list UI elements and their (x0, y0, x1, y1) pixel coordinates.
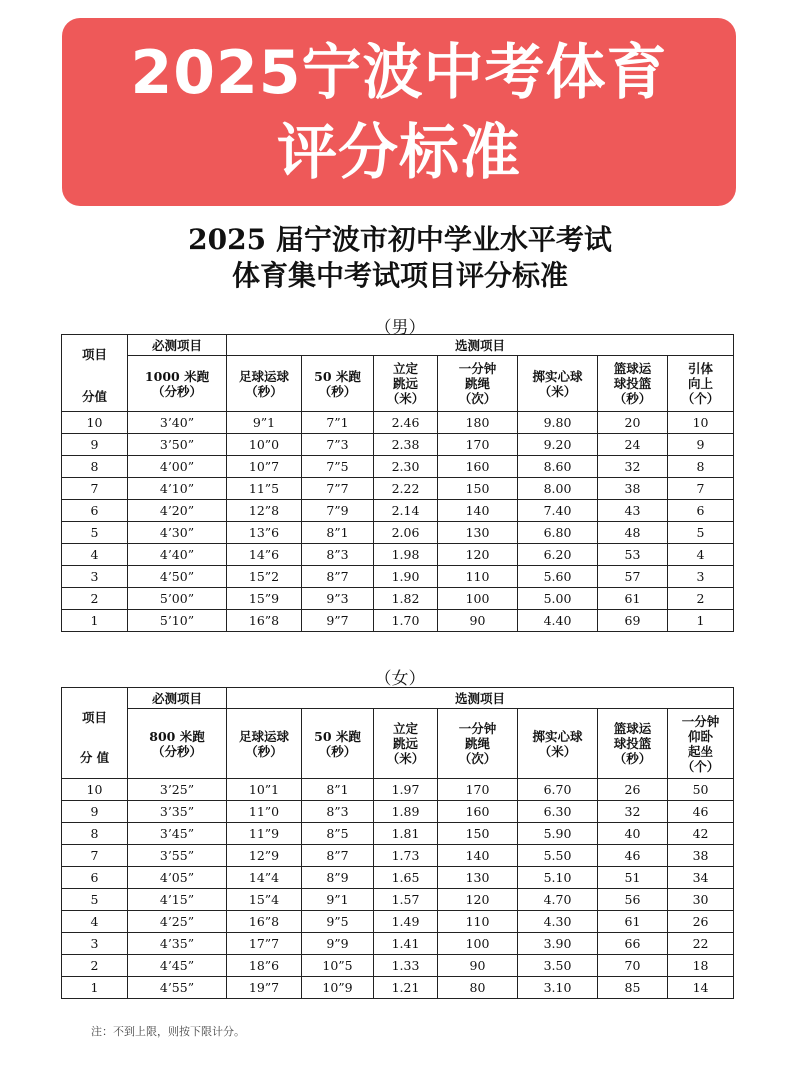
standard-cell: 3’40” (128, 412, 227, 434)
standard-cell: 15”9 (227, 588, 302, 610)
table-row (62, 522, 734, 544)
standard-cell: 110 (438, 911, 518, 933)
standard-cell: 170 (438, 434, 518, 456)
standard-cell: 16”8 (227, 911, 302, 933)
table-row (62, 500, 734, 522)
table-row (62, 889, 734, 911)
standard-cell: 8”9 (302, 867, 374, 889)
standard-cell: 4’45” (128, 955, 227, 977)
table-row (62, 955, 734, 977)
standard-cell: 110 (438, 566, 518, 588)
standard-cell: 38 (598, 478, 668, 500)
column-header: 一分钟 仰卧 起坐 （个） (668, 709, 734, 779)
standard-cell: 26 (598, 779, 668, 801)
score-cell: 6 (62, 867, 128, 889)
standard-cell: 120 (438, 544, 518, 566)
standard-cell: 26 (668, 911, 734, 933)
column-header-row (62, 709, 734, 779)
standard-cell: 66 (598, 933, 668, 955)
standard-cell: 140 (438, 500, 518, 522)
column-header: 引体 向上 （个） (668, 356, 734, 412)
standard-cell: 4’20” (128, 500, 227, 522)
female-score-table (61, 687, 734, 999)
standard-cell: 150 (438, 478, 518, 500)
standard-cell: 1.70 (374, 610, 438, 632)
optional-group-header: 选测项目 (227, 335, 734, 356)
standard-cell: 40 (598, 823, 668, 845)
standard-cell: 85 (598, 977, 668, 999)
standard-cell: 24 (598, 434, 668, 456)
table-row (62, 779, 734, 801)
standard-cell: 8.00 (518, 478, 598, 500)
standard-cell: 5.00 (518, 588, 598, 610)
standard-cell: 42 (668, 823, 734, 845)
standard-cell: 3’45” (128, 823, 227, 845)
corner-bottom-label: 分值 (81, 389, 107, 404)
standard-cell: 90 (438, 955, 518, 977)
standard-cell: 4.70 (518, 889, 598, 911)
standard-cell: 61 (598, 588, 668, 610)
score-cell: 3 (62, 566, 128, 588)
score-cell: 7 (62, 845, 128, 867)
standard-cell: 7.40 (518, 500, 598, 522)
corner-bottom-label: 分 值 (79, 750, 110, 765)
standard-cell: 15”4 (227, 889, 302, 911)
table-row (62, 412, 734, 434)
standard-cell: 4’50” (128, 566, 227, 588)
standard-cell: 4’15” (128, 889, 227, 911)
standard-cell: 5 (668, 522, 734, 544)
standard-cell: 1.82 (374, 588, 438, 610)
standard-cell: 2.06 (374, 522, 438, 544)
score-cell: 1 (62, 610, 128, 632)
standard-cell: 9”5 (302, 911, 374, 933)
standard-cell: 1.49 (374, 911, 438, 933)
standard-cell: 8”7 (302, 566, 374, 588)
standard-cell: 170 (438, 779, 518, 801)
score-cell: 7 (62, 478, 128, 500)
male-score-table (61, 334, 734, 632)
standard-cell: 10”1 (227, 779, 302, 801)
table-row (62, 823, 734, 845)
standard-cell: 160 (438, 801, 518, 823)
table-row (62, 610, 734, 632)
standard-cell: 7”1 (302, 412, 374, 434)
standard-cell: 46 (668, 801, 734, 823)
standard-cell: 56 (598, 889, 668, 911)
standard-cell: 8”1 (302, 779, 374, 801)
standard-cell: 7 (668, 478, 734, 500)
standard-cell: 2 (668, 588, 734, 610)
standard-cell: 8 (668, 456, 734, 478)
standard-cell: 10”5 (302, 955, 374, 977)
column-header: 800 米跑 （分秒） (128, 709, 227, 779)
standard-cell: 1.97 (374, 779, 438, 801)
standard-cell: 20 (598, 412, 668, 434)
standard-cell: 8”5 (302, 823, 374, 845)
standard-cell: 4’30” (128, 522, 227, 544)
table-row (62, 544, 734, 566)
column-header: 篮球运 球投篮 （秒） (598, 709, 668, 779)
standard-cell: 11”0 (227, 801, 302, 823)
standard-cell: 9.80 (518, 412, 598, 434)
column-header-row (62, 356, 734, 412)
standard-cell: 11”9 (227, 823, 302, 845)
score-cell: 9 (62, 801, 128, 823)
standard-cell: 15”2 (227, 566, 302, 588)
column-header: 一分钟 跳绳 （次） (438, 709, 518, 779)
standard-cell: 3.90 (518, 933, 598, 955)
standard-cell: 9”1 (227, 412, 302, 434)
standard-cell: 140 (438, 845, 518, 867)
standard-cell: 53 (598, 544, 668, 566)
score-cell: 2 (62, 955, 128, 977)
standard-cell: 3’25” (128, 779, 227, 801)
standard-cell: 1.65 (374, 867, 438, 889)
female-table-body (62, 779, 734, 999)
standard-cell: 10”0 (227, 434, 302, 456)
standard-cell: 4’05” (128, 867, 227, 889)
male-table-body (62, 412, 734, 632)
score-cell: 1 (62, 977, 128, 999)
standard-cell: 2.30 (374, 456, 438, 478)
standard-cell: 2.38 (374, 434, 438, 456)
standard-cell: 90 (438, 610, 518, 632)
standard-cell: 9”1 (302, 889, 374, 911)
standard-cell: 13”6 (227, 522, 302, 544)
standard-cell: 48 (598, 522, 668, 544)
female-section-label: （女） (374, 669, 426, 689)
score-cell: 10 (62, 779, 128, 801)
standard-cell: 4’55” (128, 977, 227, 999)
standard-cell: 17”7 (227, 933, 302, 955)
table-row (62, 911, 734, 933)
standard-cell: 4’35” (128, 933, 227, 955)
standard-cell: 8”3 (302, 544, 374, 566)
standard-cell: 4.40 (518, 610, 598, 632)
banner-title-line-2: 评分标准 (277, 118, 521, 188)
title-banner (62, 18, 736, 206)
standard-cell: 9.20 (518, 434, 598, 456)
standard-cell: 10”9 (302, 977, 374, 999)
standard-cell: 57 (598, 566, 668, 588)
male-section-label: （男） (374, 318, 426, 338)
standard-cell: 2.46 (374, 412, 438, 434)
standard-cell: 30 (668, 889, 734, 911)
standard-cell: 7”3 (302, 434, 374, 456)
standard-cell: 7”9 (302, 500, 374, 522)
table-row (62, 867, 734, 889)
standard-cell: 1.41 (374, 933, 438, 955)
standard-cell: 4’10” (128, 478, 227, 500)
standard-cell: 100 (438, 588, 518, 610)
standard-cell: 3’50” (128, 434, 227, 456)
corner-header (62, 688, 128, 779)
standard-cell: 4’00” (128, 456, 227, 478)
standard-cell: 14”6 (227, 544, 302, 566)
standard-cell: 6.20 (518, 544, 598, 566)
standard-cell: 80 (438, 977, 518, 999)
standard-cell: 8.60 (518, 456, 598, 478)
standard-cell: 4’25” (128, 911, 227, 933)
table-row (62, 566, 734, 588)
standard-cell: 130 (438, 867, 518, 889)
standard-cell: 11”5 (227, 478, 302, 500)
standard-cell: 51 (598, 867, 668, 889)
standard-cell: 3’55” (128, 845, 227, 867)
score-cell: 2 (62, 588, 128, 610)
standard-cell: 5.90 (518, 823, 598, 845)
score-cell: 6 (62, 500, 128, 522)
standard-cell: 9 (668, 434, 734, 456)
standard-cell: 4 (668, 544, 734, 566)
standard-cell: 1.89 (374, 801, 438, 823)
standard-cell: 9”7 (302, 610, 374, 632)
table-row (62, 478, 734, 500)
column-header: 50 米跑 （秒） (302, 709, 374, 779)
standard-cell: 130 (438, 522, 518, 544)
standard-cell: 18”6 (227, 955, 302, 977)
standard-cell: 6.70 (518, 779, 598, 801)
standard-cell: 1.33 (374, 955, 438, 977)
document-title-line-2: 体育集中考试项目评分标准 (231, 259, 568, 292)
standard-cell: 10 (668, 412, 734, 434)
standard-cell: 5.50 (518, 845, 598, 867)
table-row (62, 434, 734, 456)
standard-cell: 6.30 (518, 801, 598, 823)
score-cell: 4 (62, 544, 128, 566)
column-header: 掷实心球 （米） (518, 709, 598, 779)
standard-cell: 4’40” (128, 544, 227, 566)
document-title-line-1: 2025 届宁波市初中学业水平考试 (188, 223, 612, 256)
column-header: 立定 跳远 （米） (374, 709, 438, 779)
column-header: 1000 米跑 （分秒） (128, 356, 227, 412)
standard-cell: 46 (598, 845, 668, 867)
corner-top-label: 项目 (81, 347, 107, 362)
column-header: 立定 跳远 （米） (374, 356, 438, 412)
column-header: 50 米跑 （秒） (302, 356, 374, 412)
score-cell: 8 (62, 823, 128, 845)
table-row (62, 801, 734, 823)
standard-cell: 8”7 (302, 845, 374, 867)
column-header: 一分钟 跳绳 （次） (438, 356, 518, 412)
score-cell: 4 (62, 911, 128, 933)
standard-cell: 22 (668, 933, 734, 955)
banner-title-line-1: 2025宁波中考体育 (130, 38, 668, 108)
standard-cell: 5.10 (518, 867, 598, 889)
standard-cell: 1.81 (374, 823, 438, 845)
standard-cell: 9”9 (302, 933, 374, 955)
required-group-header: 必测项目 (128, 688, 227, 709)
standard-cell: 8”1 (302, 522, 374, 544)
score-cell: 9 (62, 434, 128, 456)
standard-cell: 10”7 (227, 456, 302, 478)
standard-cell: 180 (438, 412, 518, 434)
standard-cell: 4.30 (518, 911, 598, 933)
table-row (62, 588, 734, 610)
standard-cell: 18 (668, 955, 734, 977)
standard-cell: 5’00” (128, 588, 227, 610)
standard-cell: 61 (598, 911, 668, 933)
standard-cell: 3.10 (518, 977, 598, 999)
standard-cell: 19”7 (227, 977, 302, 999)
standard-cell: 3.50 (518, 955, 598, 977)
standard-cell: 1 (668, 610, 734, 632)
table-row (62, 456, 734, 478)
corner-top-label: 项目 (81, 710, 107, 725)
column-header: 足球运球 （秒） (227, 356, 302, 412)
standard-cell: 34 (668, 867, 734, 889)
standard-cell: 150 (438, 823, 518, 845)
standard-cell: 1.21 (374, 977, 438, 999)
table-row (62, 845, 734, 867)
standard-cell: 43 (598, 500, 668, 522)
score-cell: 8 (62, 456, 128, 478)
score-cell: 5 (62, 889, 128, 911)
standard-cell: 1.90 (374, 566, 438, 588)
standard-cell: 14 (668, 977, 734, 999)
optional-group-header: 选测项目 (227, 688, 734, 709)
standard-cell: 1.73 (374, 845, 438, 867)
standard-cell: 100 (438, 933, 518, 955)
standard-cell: 7”5 (302, 456, 374, 478)
standard-cell: 9”3 (302, 588, 374, 610)
standard-cell: 6.80 (518, 522, 598, 544)
column-header: 掷实心球 （米） (518, 356, 598, 412)
standard-cell: 120 (438, 889, 518, 911)
standard-cell: 70 (598, 955, 668, 977)
table-row (62, 977, 734, 999)
score-cell: 5 (62, 522, 128, 544)
footnote: 注：不到上限，则按下限计分。 (91, 1025, 245, 1038)
table-row (62, 933, 734, 955)
standard-cell: 3’35” (128, 801, 227, 823)
standard-cell: 1.98 (374, 544, 438, 566)
standard-cell: 12”8 (227, 500, 302, 522)
standard-cell: 50 (668, 779, 734, 801)
standard-cell: 6 (668, 500, 734, 522)
standard-cell: 5.60 (518, 566, 598, 588)
standard-cell: 38 (668, 845, 734, 867)
standard-cell: 2.22 (374, 478, 438, 500)
column-header: 篮球运 球投篮 （秒） (598, 356, 668, 412)
standard-cell: 2.14 (374, 500, 438, 522)
score-cell: 3 (62, 933, 128, 955)
score-cell: 10 (62, 412, 128, 434)
standard-cell: 1.57 (374, 889, 438, 911)
required-group-header: 必测项目 (128, 335, 227, 356)
column-header: 足球运球 （秒） (227, 709, 302, 779)
standard-cell: 7”7 (302, 478, 374, 500)
standard-cell: 5’10” (128, 610, 227, 632)
standard-cell: 32 (598, 801, 668, 823)
standard-cell: 69 (598, 610, 668, 632)
standard-cell: 16”8 (227, 610, 302, 632)
corner-header (62, 335, 128, 412)
standard-cell: 32 (598, 456, 668, 478)
standard-cell: 3 (668, 566, 734, 588)
standard-cell: 12”9 (227, 845, 302, 867)
standard-cell: 8”3 (302, 801, 374, 823)
standard-cell: 14”4 (227, 867, 302, 889)
standard-cell: 160 (438, 456, 518, 478)
